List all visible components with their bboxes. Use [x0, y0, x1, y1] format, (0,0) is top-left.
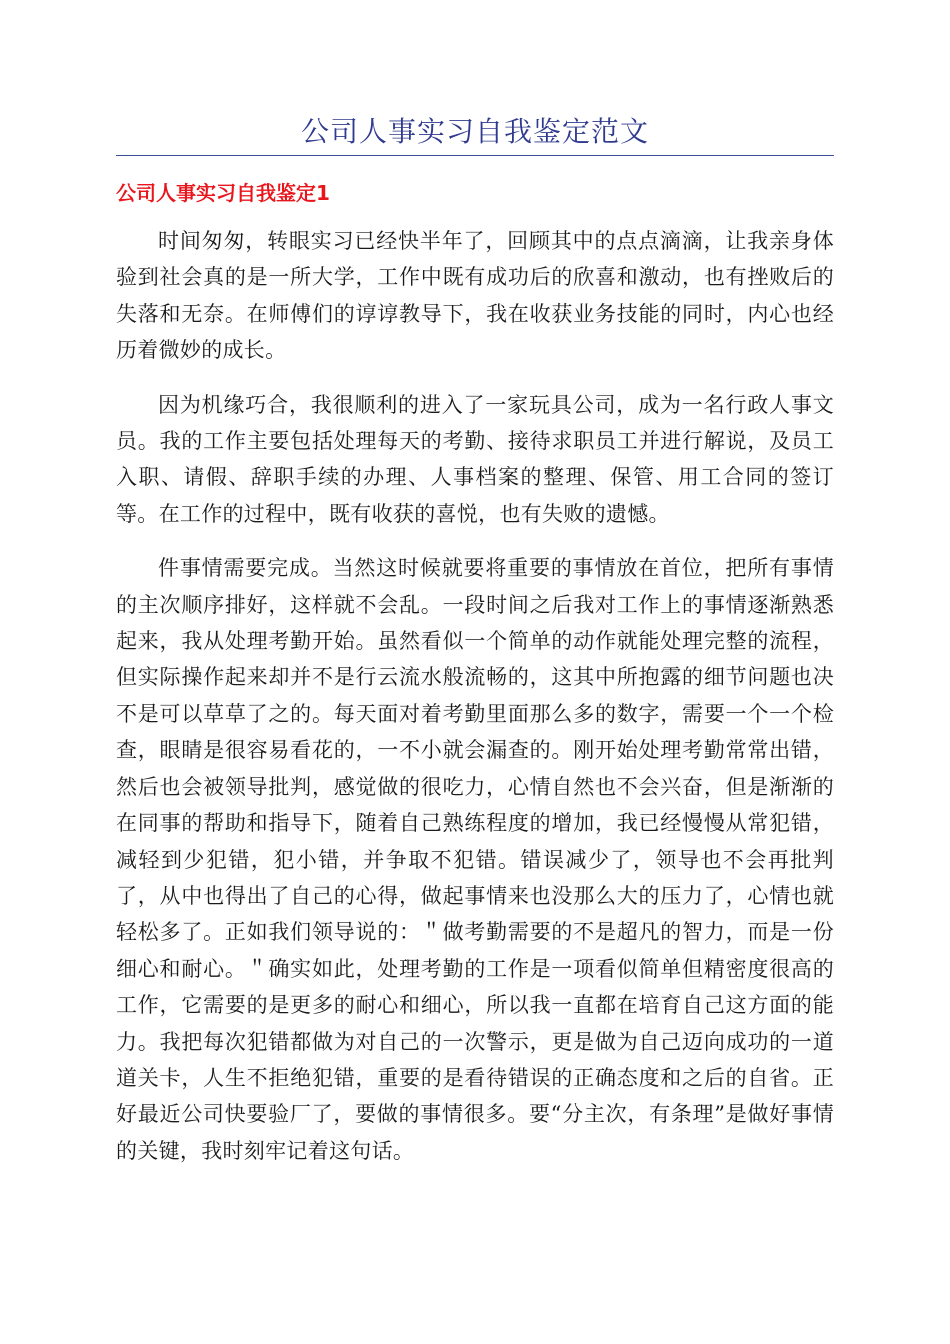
page-title: 公司人事实习自我鉴定范文: [300, 115, 649, 148]
document-body: [116, 223, 834, 1169]
paragraph-3: 件事情需要完成。当然这时候就要将重要的事情放在首位，把所有事情的主次顺序排好，这样就不会乱。一段时间之后我对工作上的事情逐渐熟悉起来，我从处理考勤开始。虽然看似一个简单的动作就能处理完整的流程，但实际操作起来却并不是行云流水般流畅的，这其中所抱露的细节问题也决不是可以草草了之的。每天面对着考勤里面那么多的数字，需要一个一个检查，眼睛是很容易看花的，一不小就会漏查的。刚开始处理考勤常常出错，然后也会被领导批判，感觉做的很吃力，心情自然也不会兴奋，但是渐渐的在同事的帮助和指导下，随着自己熟练程度的增加，我已经慢慢从常犯错，减轻到少犯错，犯小错，并争取不犯错。错误减少了，领导也不会再批判了，从中也得出了自己的心得，做起事情来也没那么大的压力了，心情也就轻松多了。正如我们领导说的：＂做考勤需要的不是超凡的智力，而是一份细心和耐心。＂确实如此，处理考勤的工作是一项看似简单但精密度很高的工作，它需要的是更多的耐心和细心，所以我一直都在培育自己这方面的能力。我把每次犯错都做为对自己的一次警示，更是做为自己迈向成功的一道道关卡，人生不拒绝犯错，重要的是看待错误的正确态度和之后的自省。正好最近公司快要验厂了，要做的事情很多。要“分主次，有条理”是做好事情的关键，我时刻牢记着这句话。: [116, 556, 834, 1163]
paragraph-1: 时间匆匆，转眼实习已经快半年了，回顾其中的点点滴滴，让我亲身体验到社会真的是一所大学，工作中既有成功后的欣喜和激动，也有挫败后的失落和无奈。在师傅们的谆谆教导下，我在收获业务技能的同时，内心也经历着微妙的成长。: [116, 229, 834, 363]
section-heading: 公司人事实习自我鉴定1: [116, 181, 330, 205]
title-divider: [116, 155, 834, 156]
paragraph-2: 因为机缘巧合，我很顺利的进入了一家玩具公司，成为一名行政人事文员。我的工作主要包括处理每天的考勤、接待求职员工并进行解说，及员工入职、请假、辞职手续的办理、人事档案的整理、保管、用工合同的签订等。在工作的过程中，既有收获的喜悦，也有失败的遗憾。: [116, 392, 834, 526]
